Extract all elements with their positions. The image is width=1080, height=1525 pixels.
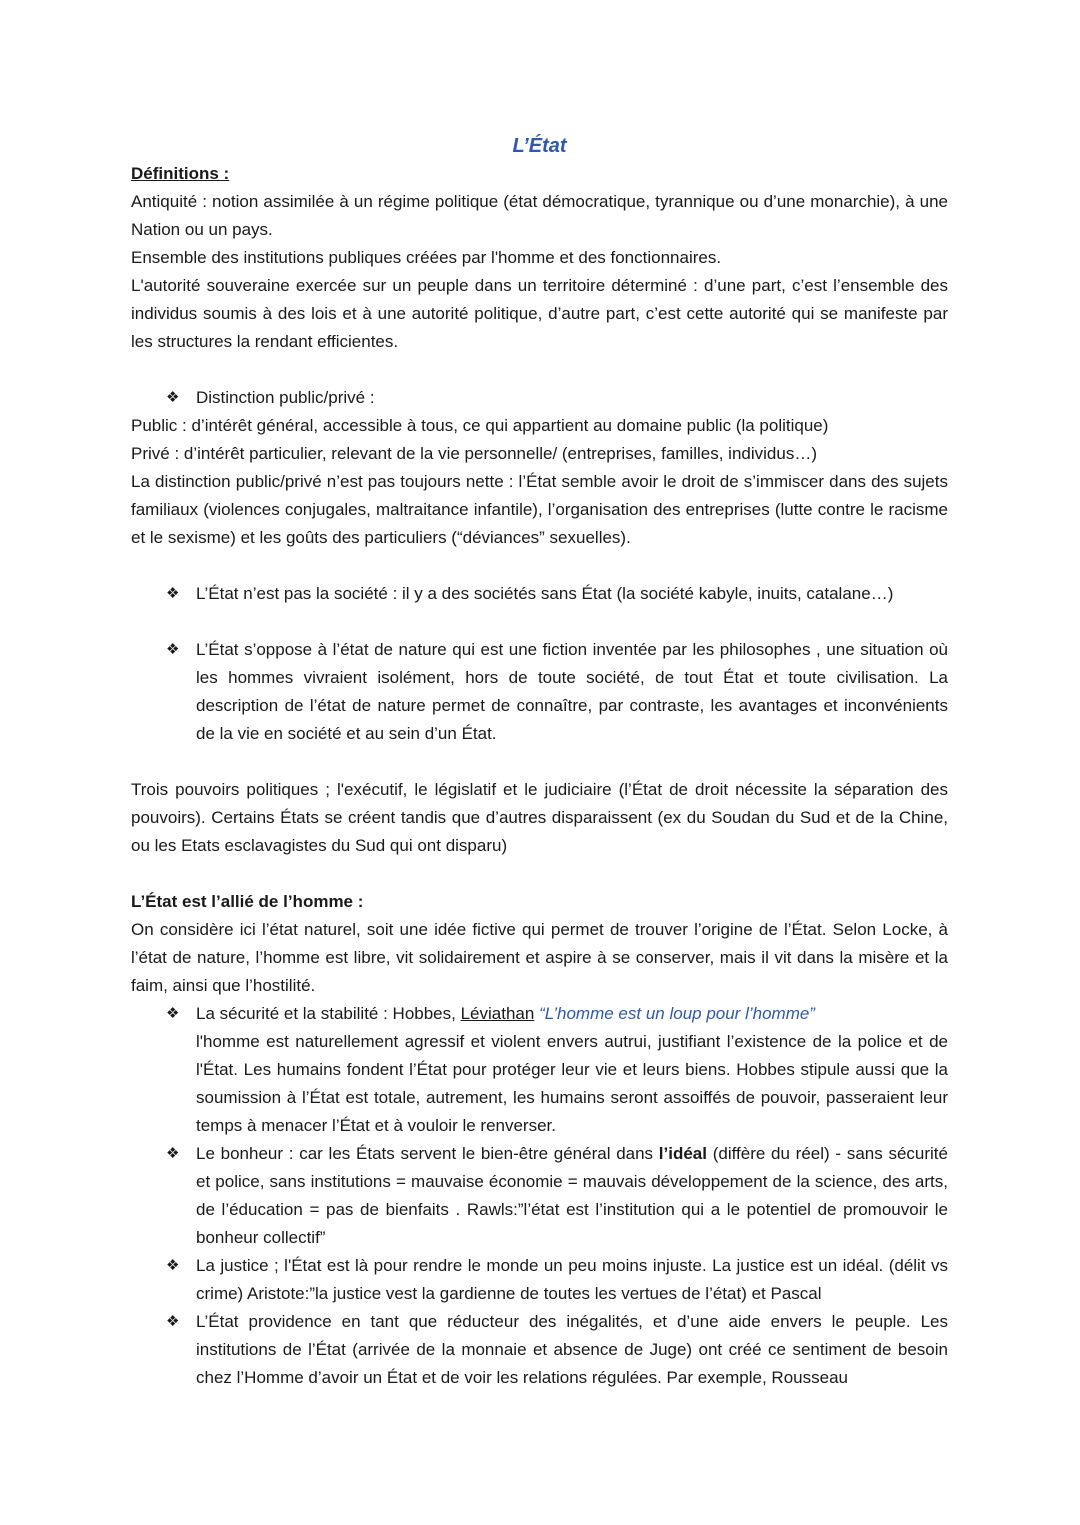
bullet-distinction	[131, 384, 948, 412]
bullet-securite	[131, 1000, 948, 1140]
bullet-text: Distinction public/privé :	[196, 388, 375, 407]
book-title: Léviathan	[460, 1004, 535, 1023]
definition-autorite: L'autorité souveraine exercée sur un peuple dans un territoire déterminé : d’une part, c’est l’ensemble des individus soumis à des lois et à une autorité politique, d’autre part, c’est cette autorité qui se manifeste par les structures la rendant efficientes.	[131, 276, 948, 351]
bullet-justice	[131, 1252, 948, 1308]
bullet-text: L’État n’est pas la société : il y a des sociétés sans État (la société kabyle, inuits, catalane…)	[196, 584, 894, 603]
bullet-etat-nature	[131, 636, 948, 748]
page-title: L’État	[512, 135, 567, 157]
bullet-text-continued: (diffère du réel) - sans sécurité et police, sans institutions = mauvaise économie = mauvais développement de la science, des arts, de l’éducation = pas de bienfaits . Rawls:”l’état est l’institution qui a le potentiel de promouvoir le bonheur collectif”	[196, 1144, 948, 1247]
bullet-text: L’État s’oppose à l’état de nature qui est une fiction inventée par les philosophes , une situation où les hommes vivraient isolément, hors de toute société, de tout État et toute civilisation. La description de l’état de nature permet de connaître, par contraste, les avantages et inconvénients de la vie en société et au sein d’un État.	[196, 640, 948, 743]
distinction-paragraph: La distinction public/privé n’est pas toujours nette : l’État semble avoir le droit de s’immiscer dans des sujets familiaux (violences conjugales, maltraitance infantile), l’organisation des entreprises (lutte contre le racisme et le sexisme) et les goûts des particuliers (“déviances” sexuelles).	[131, 472, 948, 547]
bullet-bonheur	[131, 1140, 948, 1252]
bullet-text-continued: l'homme est naturellement agressif et violent envers autrui, justifiant l’existence de la police et de l'État. Les humains fondent l’État pour protéger leur vie et leurs biens. Hobbes stipule aussi que la soumission à l’État est totale, autrement, les humains seront assoiffés de pouvoir, passeraient leur temps à menacer l’État et à vouloir le renverser.	[196, 1032, 948, 1135]
diamond-bullet-icon: ❖	[166, 1005, 180, 1022]
allie-intro: On considère ici l’état naturel, soit une idée fictive qui permet de trouver l’origine de l’État. Selon Locke, à l’état de nature, l’homme est libre, vit solidairement et aspire à se conserver, mais il vit dans la misère et la faim, ainsi que l’hostilité.	[131, 920, 948, 995]
document-page	[131, 132, 948, 1392]
public-definition: Public : d’intérêt général, accessible à tous, ce qui appartient au domaine public (la politique)	[131, 416, 829, 435]
bullet-providence	[131, 1308, 948, 1392]
diamond-bullet-icon: ❖	[166, 1257, 180, 1274]
definition-institutions: Ensemble des institutions publiques créées par l'homme et des fonctionnaires.	[131, 248, 722, 267]
bullet-societe	[131, 580, 948, 608]
diamond-bullet-icon: ❖	[166, 641, 180, 658]
diamond-bullet-icon: ❖	[166, 1145, 180, 1162]
definitions-heading: Définitions :	[131, 164, 230, 183]
bullet-text: La justice ; l'État est là pour rendre le monde un peu moins injuste. La justice est un idéal. (délit vs crime) Aristote:”la justice vest la gardienne de toutes les vertues de l’état) et Pascal	[196, 1256, 948, 1303]
definition-antiquite: Antiquité : notion assimilée à un régime politique (état démocratique, tyrannique ou d’une monarchie), à une Nation ou un pays.	[131, 192, 948, 239]
diamond-bullet-icon: ❖	[166, 389, 180, 406]
pouvoirs-paragraph: Trois pouvoirs politiques ; l'exécutif, le législatif et le judiciaire (l’État de droit nécessite la séparation des pouvoirs). Certains États se créent tandis que d’autres disparaissent (ex du Soudan du Sud et de la Chine, ou les Etats esclavagistes du Sud qui ont disparu)	[131, 780, 948, 855]
ideal-emphasis: l’idéal	[658, 1144, 707, 1163]
bullet-text: L’État providence en tant que réducteur des inégalités, et d’une aide envers le peuple. Les institutions de l’État (arrivée de la monnaie et absence de Juge) ont créé ce sentiment de besoin chez l’Homme d’avoir un État et de voir les relations régulées. Par exemple, Rousseau	[196, 1312, 948, 1387]
bullet-text: Le bonheur : car les États servent le bien-être général dans	[196, 1144, 659, 1163]
diamond-bullet-icon: ❖	[166, 1313, 180, 1330]
hobbes-quote: “L’homme est un loup pour l’homme”	[539, 1004, 815, 1023]
allie-heading: L’État est l’allié de l’homme :	[131, 892, 364, 911]
prive-definition: Privé : d’intérêt particulier, relevant de la vie personnelle/ (entreprises, familles, individus…)	[131, 444, 817, 463]
diamond-bullet-icon: ❖	[166, 585, 180, 602]
bullet-text: La sécurité et la stabilité : Hobbes,	[196, 1004, 461, 1023]
